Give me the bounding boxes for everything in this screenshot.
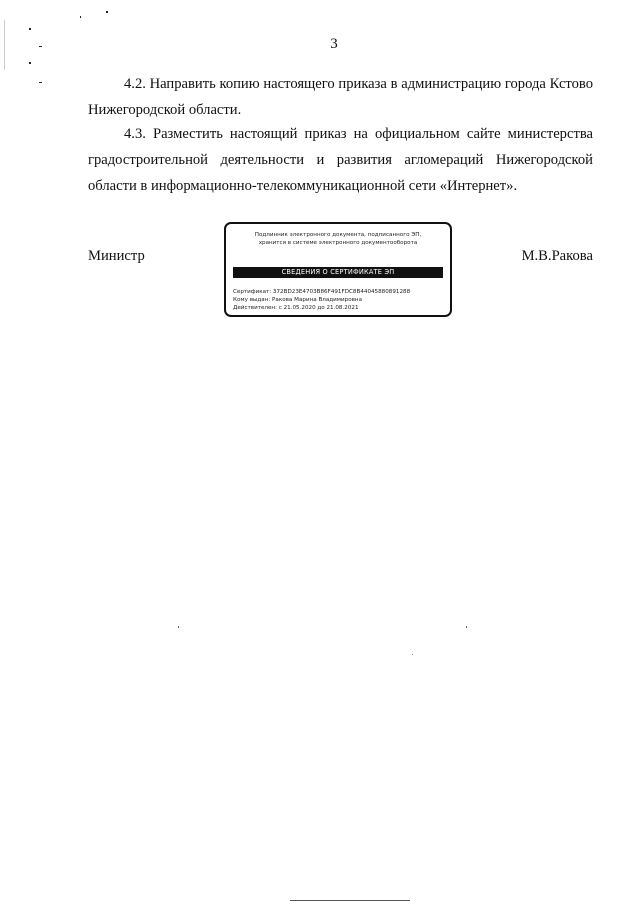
scan-speck: [39, 82, 42, 83]
paragraph-4-3: [88, 121, 593, 199]
signer-name: М.В.Ракова: [521, 248, 593, 264]
paragraph-4-2: [88, 71, 593, 123]
scan-edge-line: [290, 900, 410, 901]
paragraph-line: области в информационно-телекоммуникационной сети «Интернет».: [88, 178, 518, 194]
paragraph-line: градостроительной деятельности и развития агломераций Нижегородской: [88, 152, 593, 168]
certificate-number: Сертификат: 372BD23E4703B86F491FDC8B44045880891288: [233, 289, 411, 295]
scan-speck: [412, 654, 413, 655]
paragraph-line: 4.3. Разместить настоящий приказ на официальном сайте министерства: [124, 126, 593, 142]
stamp-banner: СВЕДЕНИЯ О СЕРТИФИКАТЕ ЭП: [233, 267, 443, 278]
certificate-validity: Действителен: с 21.05.2020 до 21.08.2021: [233, 305, 359, 311]
e-signature-stamp: [224, 222, 452, 317]
stamp-note-line: хранится в системе электронного документооборота: [258, 240, 418, 246]
signer-role: Министр: [88, 248, 145, 264]
scan-speck: [29, 62, 31, 64]
stamp-note-line: Подлинник электронного документа, подписанного ЭП,: [254, 232, 422, 238]
scan-speck: [29, 28, 31, 30]
scan-speck: [106, 11, 108, 13]
page-number: 3: [330, 36, 338, 52]
paragraph-line: 4.2. Направить копию настоящего приказа в администрацию города Кстово: [124, 76, 593, 92]
stamp-note: [226, 231, 450, 247]
paragraph-line: Нижегородской области.: [88, 102, 242, 118]
scan-speck: [466, 626, 467, 628]
stamp-details: [233, 288, 410, 312]
certificate-owner: Кому выдан: Ракова Марина Владимировна: [233, 297, 362, 303]
scan-speck: [178, 626, 179, 628]
scan-speck: [80, 16, 81, 18]
scan-speck: [4, 20, 5, 70]
